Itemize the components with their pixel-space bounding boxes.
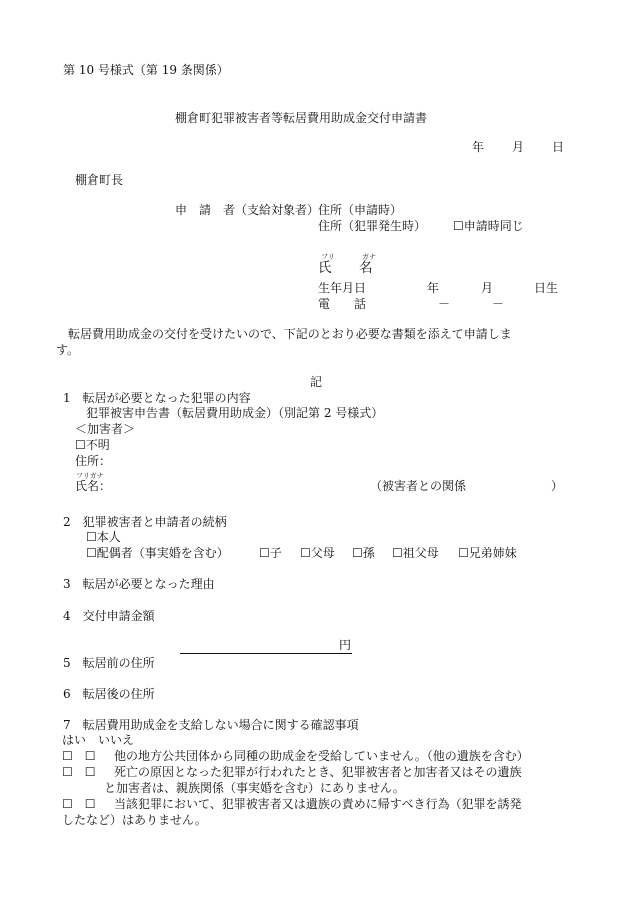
relation-self-checkbox[interactable]: ☐本人	[86, 530, 121, 544]
confirm-3-text-line-2: したなど）はありません。	[62, 813, 207, 827]
section6-heading: 6 転居後の住所	[63, 687, 155, 701]
relation-grandparents-checkbox[interactable]: ☐祖父母	[392, 546, 439, 560]
relation-siblings-checkbox[interactable]: ☐兄弟姉妹	[458, 546, 517, 560]
confirm-1-checkboxes[interactable]: ☐ ☐	[62, 749, 96, 763]
confirm-3-text-line-1: 当該犯罪において、犯罪被害者又は遺族の責めに帰すべき行為（犯罪を誘発	[114, 797, 522, 811]
phone-label: 電 話	[318, 297, 367, 311]
form-number: 第 10 号様式（第 19 条関係）	[63, 63, 229, 77]
relation-spouse-checkbox[interactable]: ☐配偶者（事実婚を含む）	[86, 546, 229, 560]
applicant-furigana-1: フリ	[321, 253, 335, 261]
relation-parents-checkbox[interactable]: ☐父母	[300, 546, 335, 560]
birthdate-label: 生年月日	[318, 281, 367, 295]
amount-underline[interactable]	[180, 653, 352, 654]
confirm-1-text: 他の地方公共団体から同種の助成金を受給していません。（他の遺族を含む）	[114, 749, 529, 763]
addressee: 棚倉町長	[75, 173, 124, 187]
confirm-3-checkboxes[interactable]: ☐ ☐	[62, 797, 96, 811]
applicant-name-label-1: 氏	[318, 260, 332, 276]
relation-grandchild-checkbox[interactable]: ☐孫	[352, 546, 375, 560]
same-as-current-checkbox[interactable]: ☐申請時同じ	[453, 219, 524, 233]
applicant-address-incident: 住所（犯罪発生時）	[318, 219, 427, 233]
perpetrator-unknown-checkbox[interactable]: ☐不明	[75, 438, 110, 452]
relation-child-checkbox[interactable]: ☐子	[259, 546, 282, 560]
intro-line-2: す。	[56, 343, 80, 357]
perpetrator-address-label: 住所：	[75, 454, 112, 468]
section1-heading: 1 転居が必要となった犯罪の内容	[63, 391, 251, 405]
section1-report-form: 犯罪被害申告書（転居費用助成金）（別記第 2 号様式）	[86, 406, 384, 420]
yes-no-header: はい いいえ	[62, 733, 135, 747]
date-month-label: 月	[512, 140, 525, 154]
confirm-2-text-line-2: と加害者は、親族関係（事実婚を含む）にありません。	[104, 781, 405, 795]
birth-year-label: 年	[427, 281, 440, 295]
ki-heading: 記	[310, 375, 323, 389]
perpetrator-label: ＜加害者＞	[75, 422, 136, 436]
confirm-2-text-line-1: 死亡の原因となった犯罪が行われたとき、犯罪被害者と加害者又はその遺族	[114, 765, 522, 779]
date-year-label: 年	[472, 140, 485, 154]
section7-heading: 7 転居費用助成金を支給しない場合に関する確認事項	[63, 718, 359, 732]
intro-line-1: 転居費用助成金の交付を受けたいので、下記のとおり必要な書類を添えて申請しま	[68, 327, 512, 341]
relation-open: （被害者との関係	[370, 479, 467, 493]
relation-close: ）	[551, 479, 564, 493]
section5-heading: 5 転居前の住所	[63, 656, 155, 670]
birth-month-label: 月	[481, 281, 494, 295]
section3-heading: 3 転居が必要となった理由	[63, 577, 215, 591]
document-title: 棚倉町犯罪被害者等転居費用助成金交付申請書	[175, 111, 428, 125]
perpetrator-furigana: フリガナ	[76, 472, 104, 480]
perpetrator-name-label: 氏名：	[75, 479, 112, 493]
date-day-label: 日	[552, 140, 565, 154]
applicant-role-label: 申 請 者（支給対象者）	[175, 203, 320, 217]
phone-dash-2: －	[492, 297, 505, 311]
applicant-furigana-2: ガナ	[362, 253, 376, 261]
section2-heading: 2 犯罪被害者と申請者の続柄	[63, 515, 227, 529]
applicant-name-label-2: 名	[359, 260, 373, 276]
phone-dash-1: －	[438, 297, 451, 311]
applicant-address-current: 住所（申請時）	[318, 203, 403, 217]
yen-label: 円	[339, 638, 352, 652]
section4-heading: 4 交付申請金額	[63, 609, 155, 623]
birth-day-label: 日生	[534, 281, 559, 295]
confirm-2-checkboxes[interactable]: ☐ ☐	[62, 765, 96, 779]
